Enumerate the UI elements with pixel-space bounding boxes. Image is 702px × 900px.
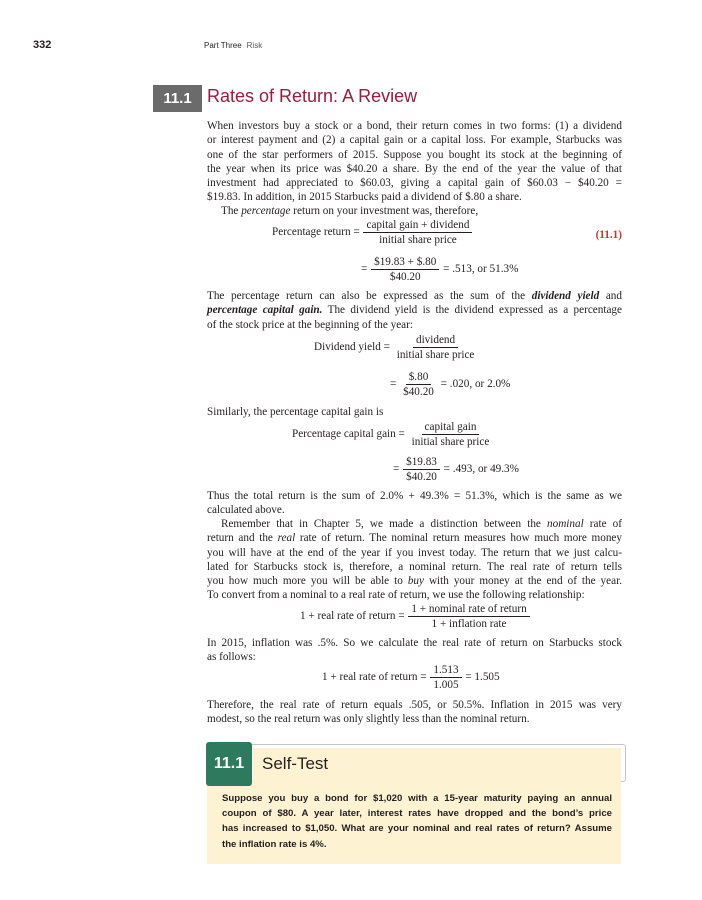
equation-real-rate-values: 1 + real rate of return = $\frac{1.513}{1.005}$ = 1.505 bbox=[322, 664, 500, 691]
self-test-number-badge: 11.1 bbox=[206, 742, 252, 786]
part-label: Part Three bbox=[204, 41, 242, 50]
section-label: Risk bbox=[246, 41, 263, 50]
paragraph-capital-gain: Similarly, the percentage capital gain is bbox=[207, 406, 384, 418]
paragraph-dividend-yield: The percentage return can also be expressed as the sum of the dividend yield and percentage capital gain. The dividend yield is the dividend expressed as a percentage of the stock price at the beginning of the year: bbox=[207, 290, 622, 331]
equation-percentage-return-values: = $\frac{\$19.83 + \$.80}{\$40.20}$ = .513, or 51.3% bbox=[361, 256, 519, 283]
paragraph-total-return: Thus the total return is the sum of 2.0% + 49.3% = 51.3%, which is the same as we calculated above. bbox=[207, 490, 622, 517]
section-title: Rates of Return: A Review bbox=[207, 86, 418, 106]
paragraph-percentage-return: The percentage return on your investment was, therefore, bbox=[221, 205, 479, 217]
page-number: 332 bbox=[33, 39, 52, 51]
equation-real-rate: 1 + real rate of return = $\frac{\text{1 + nominal rate of return}}{\text{1 + inflation rate}}$ bbox=[300, 603, 531, 630]
running-header bbox=[204, 41, 262, 50]
paragraph-nominal-real: Remember that in Chapter 5, we made a distinction between the nominal rate of return and the real rate of return. The nominal return measures how much more money you will have at the end of the year if you invest today. The return that we just calcu- lated for Starbucks stock is, therefore, a nominal return. The real rate of return tells you how much more you will be able to buy with your money at the end of the year. To convert from a nominal to a real rate of return, we use the following relationship: bbox=[207, 518, 622, 602]
paragraph-conclusion: Therefore, the real rate of return equals .505, or 50.5%. Inflation in 2015 was very modest, so the real return was only slightly less than the nominal return. bbox=[207, 699, 622, 726]
equation-dividend-yield: Dividend yield = $\frac{\text{dividend}}{\text{initial share price}}$ bbox=[314, 334, 475, 361]
equation-capital-gain-values: = $\frac{\$19.83}{\$40.20}$ = .493, or 49.3% bbox=[393, 456, 519, 483]
equation-capital-gain: Percentage capital gain = $\frac{\text{capital gain}}{\text{initial share price}}$ bbox=[292, 421, 490, 448]
self-test-title: Self-Test bbox=[262, 754, 329, 773]
equation-dividend-yield-values: = $\frac{\$.80}{\$40.20}$ = .020, or 2.0% bbox=[390, 371, 511, 398]
paragraph-intro: When investors buy a stock or a bond, their return comes in two forms: (1) a dividend or interest payment and (2) a capital gain or a capital loss. For example, Starbucks was one of the star performers of 2015. Suppose you bought its stock at the beginning of the year when its price was $40.20 a share. By the end of the year the value of that investment had appreciated to $60.03, giving a capital gain of $60.03 − $40.20 = $19.83. In addition, in 2015 Starbucks paid a dividend of $.80 a share. bbox=[207, 120, 622, 204]
section-number-badge: 11.1 bbox=[153, 85, 202, 112]
equation-number: (11.1) bbox=[595, 229, 622, 241]
self-test-question: Suppose you buy a bond for $1,020 with a 15-year maturity paying an annual coupon of $80. A year later, interest rates have dropped and the bond’s price has increased to $1,050. What are your nominal and real rates of return? Assume the inflation rate is 4%. bbox=[222, 793, 612, 850]
fraction: $\frac{\text{capital gain + dividend}}{\text{initial share price}}$ bbox=[363, 219, 472, 246]
paragraph-inflation: In 2015, inflation was .5%. So we calculate the real rate of return on Starbucks stock as follows: bbox=[207, 637, 622, 664]
equation-percentage-return: Percentage return = $\frac{\text{capital gain + dividend}}{\text{initial share price}}$ bbox=[272, 219, 473, 246]
